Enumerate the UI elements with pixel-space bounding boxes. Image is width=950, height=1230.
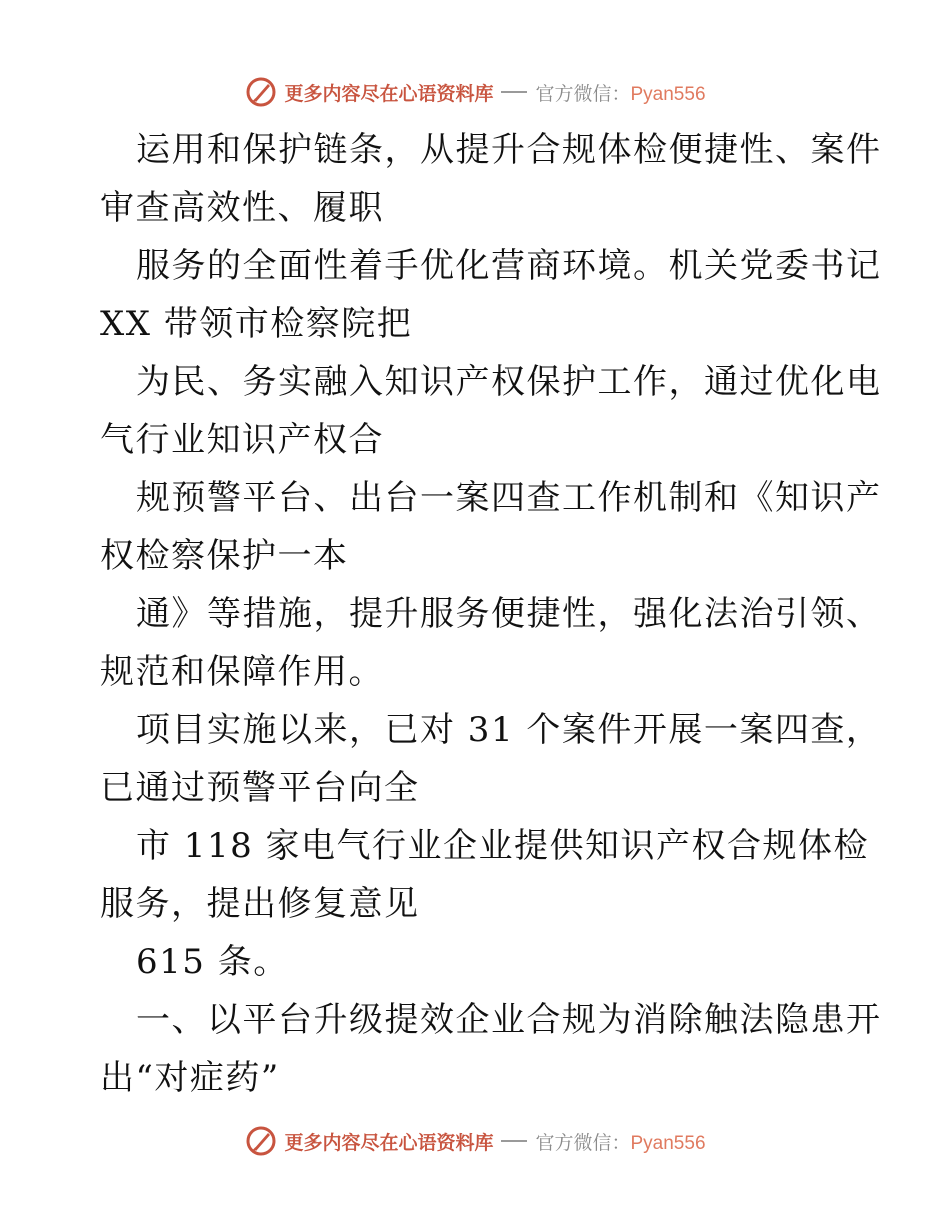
text-line: 规范和保障作用。 [100,652,384,692]
text-line: XX 带领市检察院把 [100,304,413,344]
text-line: 服务的全面性着手优化营商环境。机关党委书记 [136,246,882,286]
text-line: 权检察保护一本 [100,536,349,576]
watermark-dash [501,1140,527,1142]
header-watermark [0,72,950,112]
watermark-contact-label: 官方微信： [535,1131,631,1154]
text-line: 项目实施以来，已对 31 个案件开展一案四查， [136,710,882,750]
text-line: 出“对症药” [100,1058,280,1098]
watermark-contact [535,79,705,106]
body-text [100,121,882,1107]
watermark-brand: 更多内容尽在心语资料库 [284,82,494,105]
text-line: 规预警平台、出台一案四查工作机制和《知识产 [136,478,882,518]
watermark-contact-id: Pyan556 [630,83,706,105]
text-line: 已通过预警平台向全 [100,768,420,808]
watermark-dash [501,91,527,93]
text-line: 审查高效性、履职 [100,188,384,228]
text-line: 气行业知识产权合 [100,420,384,460]
footer-watermark [0,1121,950,1161]
text-line: 市 118 家电气行业企业提供知识产权合规体检 [136,826,870,866]
text-line: 服务，提出修复意见 [100,884,420,924]
watermark-contact [535,1128,705,1155]
quill-pen-logo-icon [244,1124,278,1158]
quill-pen-logo-icon [244,75,278,109]
text-line: 为民、务实融入知识产权保护工作，通过优化电 [136,362,882,402]
text-line: 615 条。 [136,942,289,982]
watermark-contact-label: 官方微信： [535,82,631,105]
text-line: 一、以平台升级提效企业合规为消除触法隐患开 [136,1000,882,1040]
text-line: 通》等措施，提升服务便捷性，强化法治引领、 [136,594,882,634]
text-line: 运用和保护链条，从提升合规体检便捷性、案件 [136,130,882,170]
watermark-contact-id: Pyan556 [630,1132,706,1154]
watermark-brand: 更多内容尽在心语资料库 [284,1131,494,1154]
